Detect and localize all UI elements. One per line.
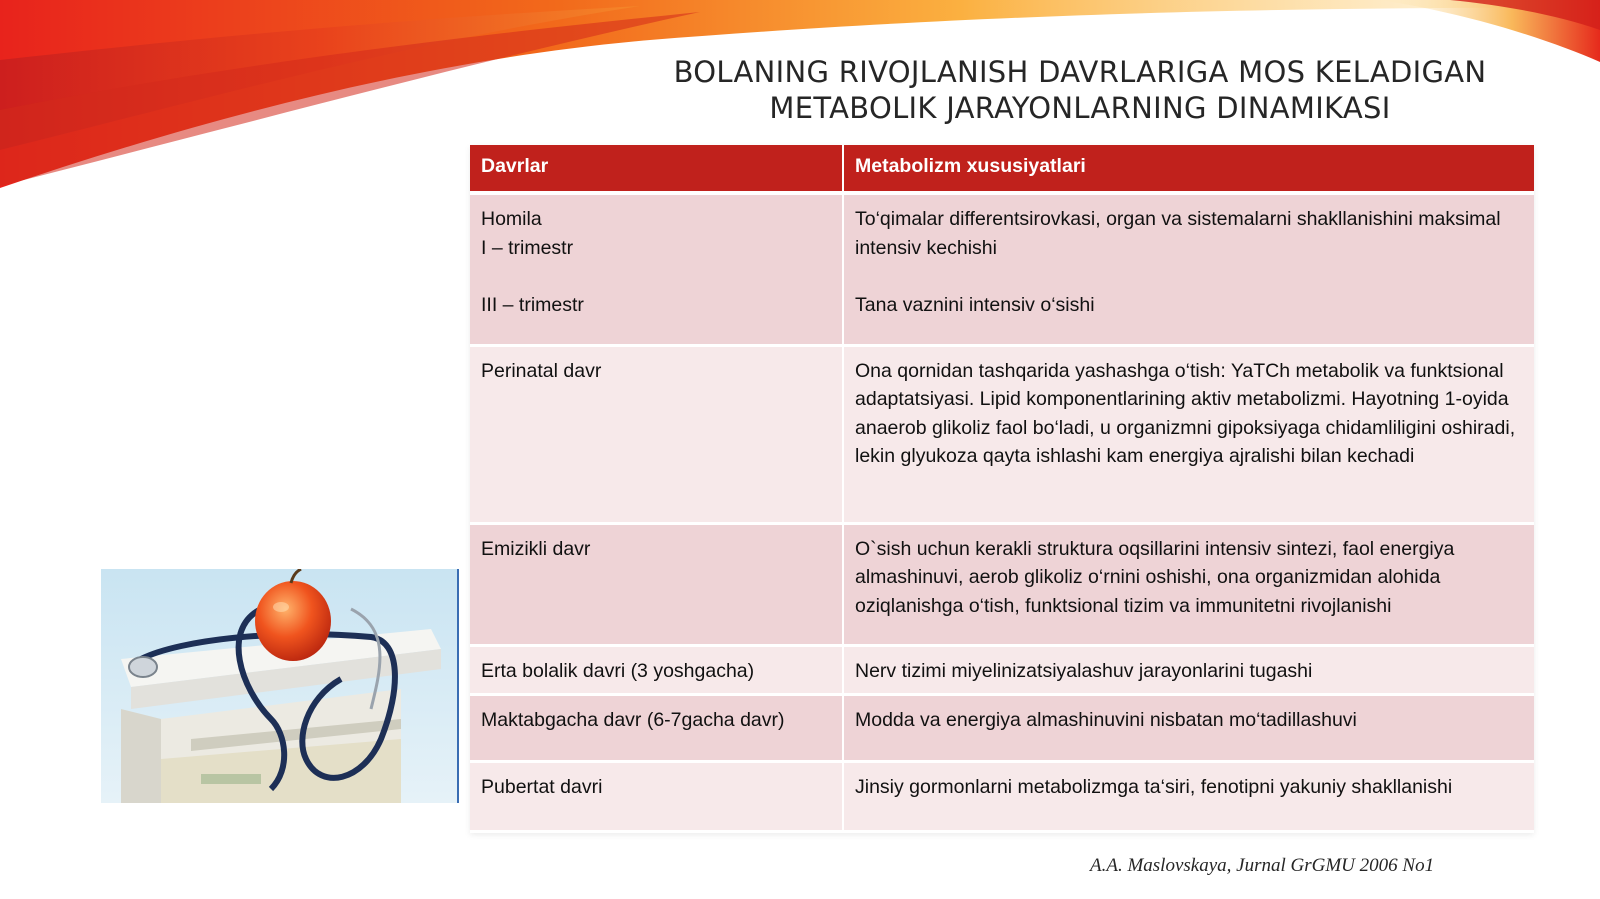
slide-title-line-2: METABOLIK JARAYONLARNING DINAMIKASI [769, 91, 1391, 125]
table-row [470, 345, 1534, 523]
source-citation: A.A. Maslovskaya, Jurnal GrGMU 2006 No1 [1090, 855, 1435, 876]
metabolism-cell: Jinsiy gormonlarni metabolizmga ta‘siri, fenotipni yakuniy shakllanishi [843, 762, 1534, 832]
period-cell: Maktabgacha davr (6-7gacha davr) [470, 695, 843, 762]
period-line: III – trimestr [481, 293, 584, 316]
period-cell: Perinatal davr [470, 345, 843, 523]
table-row [470, 695, 1534, 762]
blank-line [481, 262, 831, 291]
period-line: Homila [481, 208, 542, 230]
metabolism-cell: Ona qornidan tashqarida yashashga o‘tish: YaTCh metabolik va funktsional adaptatsiyasi. Lipid komponentlarining aktiv metabolizmi. Hayotning 1-oyida anaerob glikoliz faol bo‘ladi, u organizmni gipoksiyaga chidamliligini oshiradi, lekin glyukoza qayta ishlashi kam energiya ajralishi bilan kechadi [843, 345, 1534, 523]
metabolism-line: Tana vaznini intensiv o‘sishi [855, 293, 1095, 316]
table-header-row [470, 145, 1534, 193]
slide-title-line-1: BOLANING RIVOJLANISH DAVRLARIGA MOS KELADIGAN [673, 55, 1487, 89]
metabolism-cell: Modda va energiya almashinuvini nisbatan mo‘tadillashuvi [843, 695, 1534, 762]
period-cell: Pubertat davri [470, 762, 843, 832]
blank-line [855, 262, 1523, 291]
table-row [470, 645, 1534, 695]
metabolism-cell: O`sish uchun kerakli struktura oqsillarini intensiv sintezi, faol energiya almashinuvi, aerob glikoliz o‘rnini oshishi, ona organizmidan alohida oziqlanishga o‘tish, funktsional tizim va immunitetni rivojlanishi [843, 523, 1534, 645]
table-row [470, 523, 1534, 645]
table-row [470, 193, 1534, 345]
period-cell [470, 193, 843, 345]
metabolism-periods-table [470, 145, 1534, 833]
metabolism-cell [843, 193, 1534, 345]
header-metabolism: Metabolizm xususiyatlari [843, 145, 1534, 193]
header-periods: Davrlar [470, 145, 843, 193]
period-line: I – trimestr [481, 236, 574, 259]
metabolism-line: To‘qimalar differentsirovkasi, organ va sistemalarni shakllanishini maksimal intensiv kechishi [855, 208, 1501, 259]
slide-title [610, 54, 1550, 126]
period-cell: Emizikli davr [470, 523, 843, 645]
period-cell: Erta bolalik davri (3 yoshgacha) [470, 645, 843, 695]
metabolism-cell: Nerv tizimi miyelinizatsiyalashuv jarayonlarini tugashi [843, 645, 1534, 695]
table-row [470, 762, 1534, 832]
apple-stethoscope-photo [101, 569, 459, 803]
